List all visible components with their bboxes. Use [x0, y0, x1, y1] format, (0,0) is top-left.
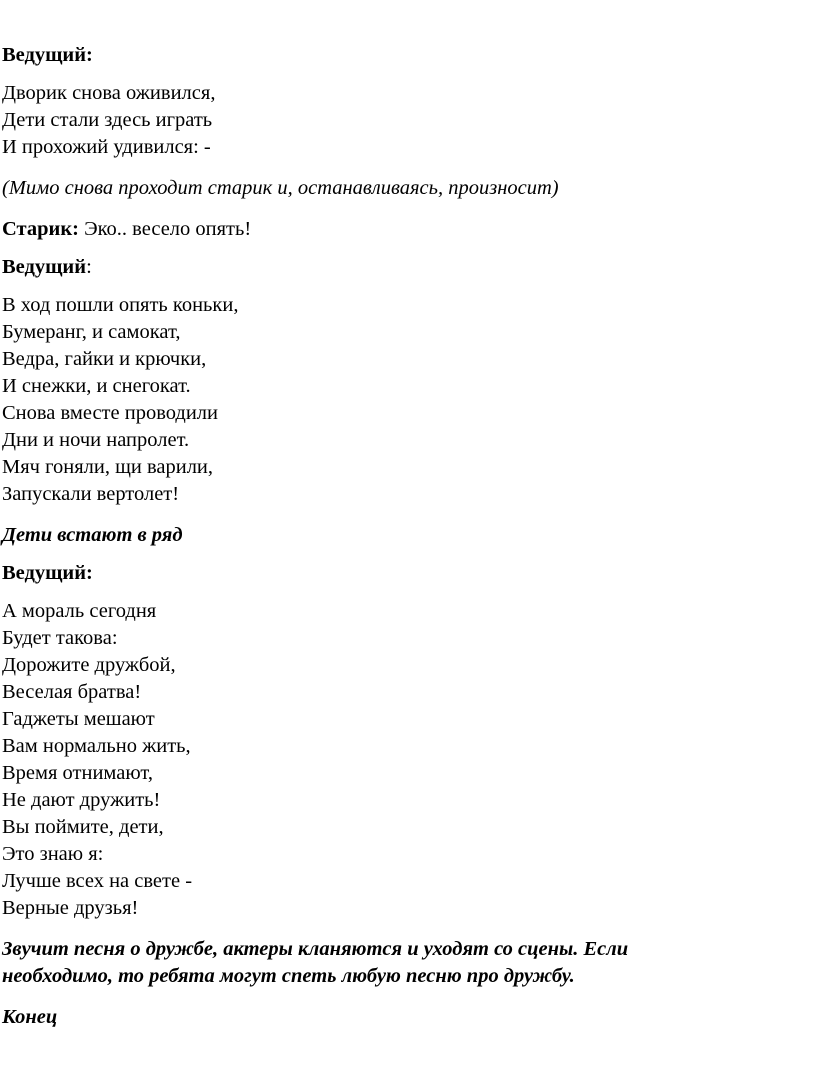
stage-direction: (Мимо снова проходит старик и, останавливаясь, произносит)	[2, 177, 559, 199]
starik-line	[2, 216, 816, 243]
verse-line: А мораль сегодня	[2, 600, 157, 622]
verse-line: Веселая братва!	[2, 681, 142, 703]
verse-line: Мяч гоняли, щи варили,	[2, 456, 214, 478]
verse-stanza-3	[2, 598, 816, 922]
verse-line: Будет такова:	[2, 627, 118, 649]
verse-line: Дорожите дружбой,	[2, 654, 176, 676]
stage-direction: Дети встают в ряд	[2, 524, 183, 546]
speaker-label: Старик:	[2, 218, 79, 240]
speaker-heading: Ведущий:	[2, 44, 93, 66]
speaker-heading: Ведущий:	[2, 562, 93, 584]
verse-stanza-1	[2, 80, 816, 161]
verse-line: Не дают дружить!	[2, 789, 161, 811]
verse-line: Гаджеты мешают	[2, 708, 155, 730]
verse-line: Снова вместе проводили	[2, 402, 218, 424]
verse-line: В ход пошли опять коньки,	[2, 294, 239, 316]
verse-line: Дети стали здесь играть	[2, 109, 213, 131]
verse-line: Дни и ночи напролет.	[2, 429, 190, 451]
starik-speech: Эко.. весело опять!	[78, 218, 252, 240]
ending-label: Конец	[2, 1006, 58, 1028]
verse-line: И снежки, и снегокат.	[2, 375, 191, 397]
stage-direction: Звучит песня о дружбе, актеры кланяются и уходят со сцены. Если необходимо, то ребята могут спеть любую песню про дружбу.	[2, 938, 629, 987]
verse-line: Ведра, гайки и крючки,	[2, 348, 207, 370]
verse-line: Время отнимают,	[2, 762, 153, 784]
verse-line: И прохожий удивился: -	[2, 136, 211, 158]
verse-line: Вам нормально жить,	[2, 735, 191, 757]
verse-line: Бумеранг, и самокат,	[2, 321, 181, 343]
verse-line: Это знаю я:	[2, 843, 104, 865]
verse-line: Вы поймите, дети,	[2, 816, 164, 838]
speaker-heading: Ведущий:	[2, 256, 92, 278]
verse-line: Запускали вертолет!	[2, 483, 180, 505]
verse-line: Верные друзья!	[2, 897, 139, 919]
verse-stanza-2	[2, 292, 816, 508]
verse-line: Лучше всех на свете -	[2, 870, 193, 892]
verse-line: Дворик снова оживился,	[2, 82, 216, 104]
